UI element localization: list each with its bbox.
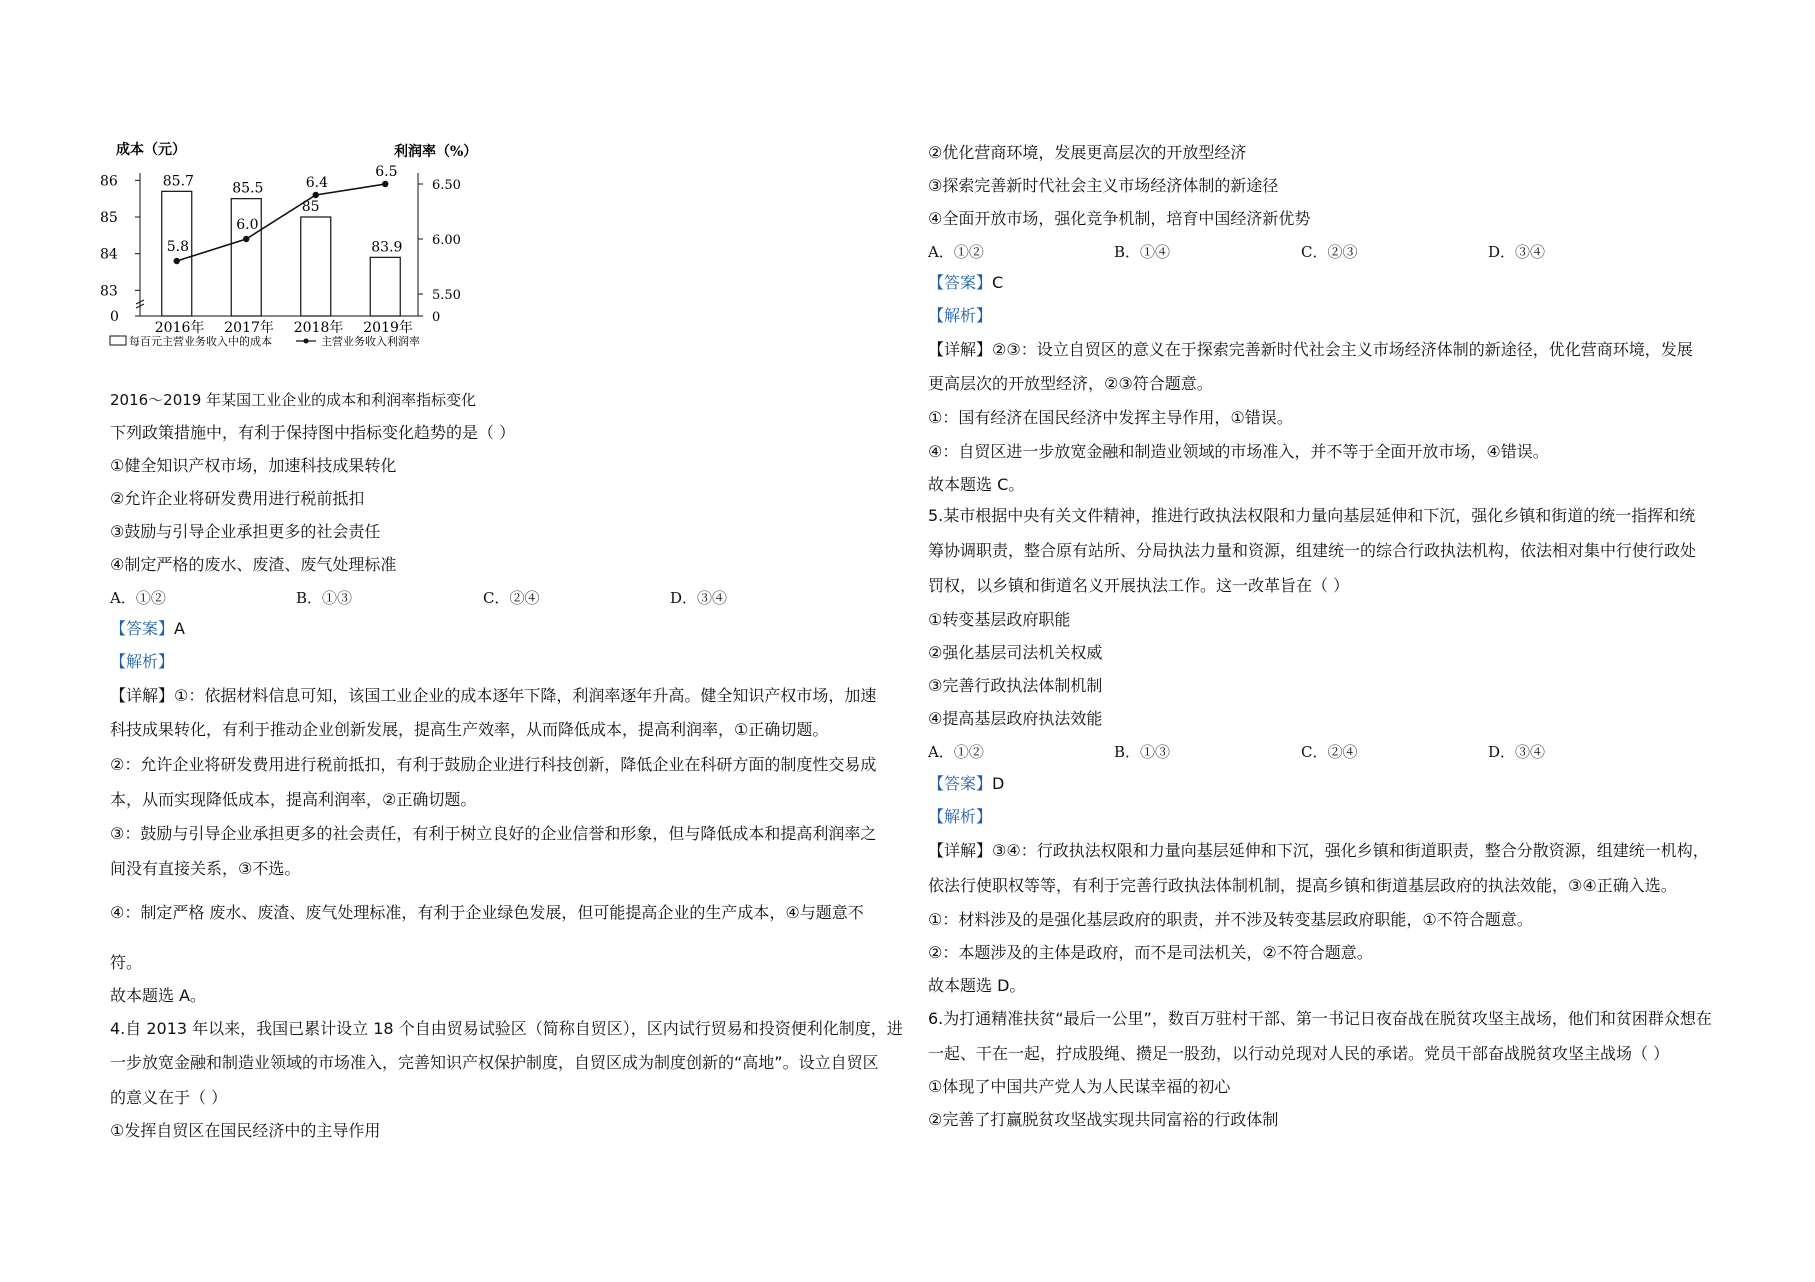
q3-item: ①健全知识产权市场，加速科技成果转化: [110, 456, 397, 475]
q4-detail: 【详解】②③：设立自贸区的意义在于探索完善新时代社会主义市场经济体制的新途径，优化营商环境，发展: [928, 340, 1693, 359]
q3-stem: 下列政策措施中，有利于保持图中指标变化趋势的是（ ）: [110, 423, 516, 442]
legend-bar-swatch: [110, 336, 126, 345]
profit-rate-label: 6.0: [236, 217, 259, 233]
q5-option-a: A．①②: [928, 743, 984, 761]
cost-bar: [370, 257, 400, 316]
left-axis-tick-label: 83: [100, 283, 118, 300]
profit-rate-line: [177, 184, 386, 261]
q5-detail: 依法行使职权等等，有利于完善行政执法体制机制，提高乡镇和街道基层政府的执法效能，③④正确入选。: [928, 876, 1677, 895]
answer-value: A: [174, 619, 185, 638]
q4-item: ①发挥自贸区在国民经济中的主导作用: [110, 1121, 381, 1140]
q6-item: ②完善了打赢脱贫攻坚战实现共同富裕的行政体制: [928, 1110, 1279, 1129]
q4-stem: 一步放宽金融和制造业领域的市场准入，完善知识产权保护制度，自贸区成为制度创新的“高地”。设立自贸区: [110, 1053, 879, 1072]
q4-answer: [928, 273, 1003, 293]
cost-profit-chart: [100, 138, 490, 358]
q5-detail: ②：本题涉及的主体是政府，而不是司法机关，②不符合题意。: [928, 943, 1373, 962]
q4-option-b: B．①④: [1114, 243, 1171, 261]
profit-rate-point: [174, 258, 180, 264]
q5-option-d: D．③④: [1488, 743, 1546, 761]
q4-detail: 更高层次的开放型经济，②③符合题意。: [928, 374, 1213, 393]
q5-item: ③完善行政执法体制机制: [928, 676, 1103, 695]
x-axis-label: 2018年: [293, 320, 344, 336]
answer-value: C: [992, 273, 1004, 292]
left-axis-tick-label: 0: [110, 309, 119, 325]
profit-rate-point: [382, 181, 388, 187]
q3-conclusion: 故本题选 A。: [110, 986, 207, 1005]
q3-item: ②允许企业将研发费用进行税前抵扣: [110, 489, 365, 508]
analysis-tag: 【解析】: [110, 652, 175, 671]
q6-stem: 一起、干在一起，拧成股绳、攒足一股劲，以行动兑现对人民的承诺。党员干部奋战脱贫攻坚主战场（ ）: [928, 1044, 1670, 1063]
q3-detail: 科技成果转化，有利于推动企业创新发展，提高生产效率，从而降低成本，提高利润率，①正确切题。: [110, 720, 829, 739]
cost-bar: [301, 217, 331, 316]
q3-option-a: A．①②: [110, 589, 166, 607]
right-axis-tick-label: 6.50: [432, 178, 461, 193]
cost-bar-label: 85: [301, 199, 320, 215]
q6-item: ①体现了中国共产党人为人民谋幸福的初心: [928, 1077, 1231, 1096]
q4-detail: ④：自贸区进一步放宽金融和制造业领域的市场准入，并不等于全面开放市场，④错误。: [928, 442, 1549, 461]
q3-option-b: B．①③: [296, 589, 353, 607]
legend-line-marker: [304, 339, 309, 344]
q5-answer: [928, 774, 1004, 794]
cost-bar-label: 83.9: [371, 239, 403, 256]
q5-stem: 5.某市根据中央有关文件精神，推进行政执法权限和力量向基层延伸和下沉，强化乡镇和街道的统一指挥和统: [928, 506, 1696, 525]
q5-conclusion: 故本题选 D。: [928, 976, 1026, 995]
q4-item: ③探索完善新时代社会主义市场经济体制的新途径: [928, 176, 1279, 195]
chart-caption: 2016～2019 年某国工业企业的成本和利润率指标变化: [110, 391, 477, 409]
q4-conclusion: 故本题选 C。: [928, 475, 1025, 494]
q3-option-c: C．②④: [483, 589, 540, 607]
q5-stem: 筹协调职责，整合原有站所、分局执法力量和资源，组建统一的综合行政执法机构，依法相对集中行使行政处: [928, 541, 1697, 560]
q3-detail: ④：制定严格 废水、废渣、废气处理标准，有利于企业绿色发展，但可能提高企业的生产成本，④与题意不: [110, 903, 864, 922]
right-axis-tick-label: 6.00: [432, 233, 461, 248]
legend-line-label: 主营业务收入利润率: [321, 335, 420, 348]
left-axis-tick-label: 84: [100, 246, 118, 263]
q5-item: ④提高基层政府执法效能: [928, 709, 1103, 728]
left-axis-tick-label: 86: [100, 173, 118, 190]
q4-item: ④全面开放市场，强化竞争机制，培育中国经济新优势: [928, 209, 1311, 228]
q6-stem: 6.为打通精准扶贫“最后一公里”，数百万驻村干部、第一书记日夜奋战在脱贫攻坚主战场，他们和贫困群众想在: [928, 1009, 1712, 1028]
analysis-tag: 【解析】: [928, 807, 993, 826]
q4-option-c: C．②③: [1301, 243, 1358, 261]
q3-answer: [110, 619, 185, 639]
q5-item: ②强化基层司法机关权威: [928, 643, 1103, 662]
answer-tag: 【答案】: [110, 619, 175, 638]
profit-rate-point: [243, 236, 249, 242]
profit-rate-point: [313, 192, 319, 198]
q3-item: ④制定严格的废水、废渣、废气处理标准: [110, 555, 397, 574]
left-axis-title: 成本（元）: [116, 142, 186, 158]
q5-stem: 罚权，以乡镇和街道名义开展执法工作。这一改革旨在（ ）: [928, 576, 1350, 595]
answer-tag: 【答案】: [928, 774, 993, 793]
cost-bar-label: 85.7: [162, 173, 194, 190]
x-axis-label: 2016年: [154, 320, 205, 336]
q4-detail: ①：国有经济在国民经济中发挥主导作用，①错误。: [928, 408, 1293, 427]
left-axis-tick-label: 85: [100, 210, 118, 226]
legend-bar-label: 每百元主营业务收入中的成本: [129, 335, 272, 348]
q4-stem: 4.自 2013 年以来，我国已累计设立 18 个自由贸易试验区（简称自贸区），区内试行贸易和投资便利化制度，进: [110, 1019, 903, 1038]
q3-detail: 【详解】①：依据材料信息可知，该国工业企业的成本逐年下降，利润率逐年升高。健全知识产权市场，加速: [110, 686, 877, 705]
x-axis-label: 2017年: [224, 320, 274, 336]
q3-detail: 符。: [110, 953, 143, 972]
q3-detail: 间没有直接关系，③不选。: [110, 859, 301, 878]
profit-rate-label: 6.5: [375, 164, 398, 180]
right-axis-title: 利润率（%）: [394, 144, 478, 160]
x-axis-label: 2019年: [363, 320, 413, 336]
answer-value: D: [992, 774, 1005, 793]
q4-option-d: D．③④: [1488, 243, 1546, 261]
q3-option-d: D．③④: [670, 589, 728, 607]
q4-option-a: A．①②: [928, 243, 984, 261]
profit-rate-label: 5.8: [166, 239, 190, 255]
q4-stem: 的意义在于（ ）: [110, 1088, 228, 1107]
q5-option-c: C．②④: [1301, 743, 1358, 761]
q4-item: ②优化营商环境，发展更高层次的开放型经济: [928, 143, 1247, 162]
q3-detail: ②：允许企业将研发费用进行税前抵扣，有利于鼓励企业进行科技创新，降低企业在科研方面的制度性交易成: [110, 755, 877, 774]
q5-item: ①转变基层政府职能: [928, 610, 1071, 629]
q5-detail: 【详解】③④：行政执法权限和力量向基层延伸和下沉，强化乡镇和街道职责，整合分散资源，组建统一机构，: [928, 841, 1709, 860]
q3-detail: 本，从而实现降低成本，提高利润率，②正确切题。: [110, 790, 477, 809]
right-axis-tick-label: 0: [432, 310, 441, 325]
q3-item: ③鼓励与引导企业承担更多的社会责任: [110, 522, 381, 541]
profit-rate-label: 6.4: [305, 175, 329, 191]
q5-option-b: B．①③: [1114, 743, 1171, 761]
right-axis-tick-label: 5.50: [432, 288, 461, 303]
cost-bar-label: 85.5: [232, 180, 264, 197]
answer-tag: 【答案】: [928, 273, 993, 292]
q3-detail: ③：鼓励与引导企业承担更多的社会责任，有利于树立良好的企业信誉和形象，但与降低成本和提高利润率之: [110, 824, 877, 843]
analysis-tag: 【解析】: [928, 306, 993, 325]
q5-detail: ①：材料涉及的是强化基层政府的职责，并不涉及转变基层政府职能，①不符合题意。: [928, 910, 1533, 929]
